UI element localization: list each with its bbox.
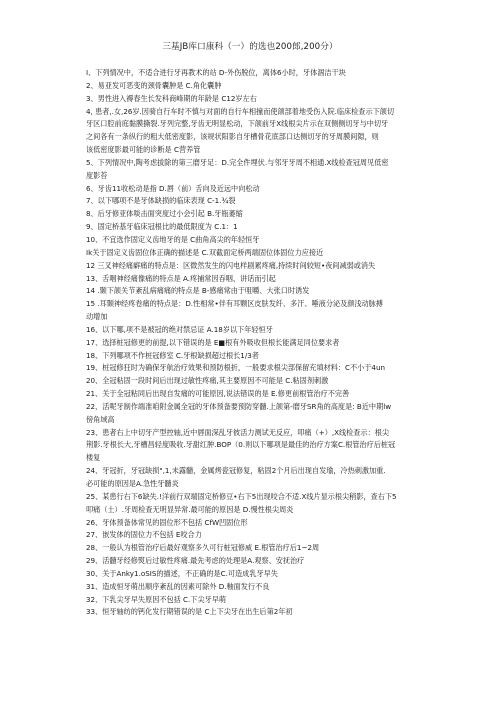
question-line: 牙区口腔前庭黏膜撕裂.牙列完整,牙齿无明显松动，下颌前牙X线根尖片示在双侧侧切牙与中切牙 bbox=[86, 119, 389, 129]
question-line: 22、活呢牙制作端准咱附金属全冠的牙体预备要预防穿髓.上颌第-磨牙SR角的高度是: B近中期lw bbox=[86, 401, 392, 411]
question-line: 21、关于全冠粘同后出现自发痛的可能原因,说法错误的是 E.修更前根管治疗不完善 bbox=[86, 389, 350, 399]
question-line: 13、舌咽神经痛像痛的特点是 A.疼捕常因吞咽、讲话而引起 bbox=[86, 273, 276, 283]
document-title: 三基JB库口康科（一）的选也200郎,200分） bbox=[162, 42, 338, 52]
question-line: 14 .颞下颌关节紊乱病痛痛的特点是 B-感痛常由于咀嚼、大张口时诱发 bbox=[86, 286, 310, 296]
question-line: 18、下列哪项不作桩冠修室 C.牙根缺损超过根长1/3者 bbox=[86, 350, 259, 360]
question-line: 26、牙体预备体常见的固位形不包括 CfW凹固位形 bbox=[86, 517, 248, 527]
question-list bbox=[86, 67, 440, 645]
question-line: 28、一般认为根管治疗后最好观察多久可行桩冠修威 E.根管治疗后1~2周 bbox=[86, 543, 320, 553]
question-line bbox=[86, 619, 440, 632]
question-line: 19、桩冠修狂时为确保牙航治疗效果和预防根折，一般要求根尖部保留充填材料：C不小于4un bbox=[86, 363, 386, 373]
question-line: 24、牙冠折，牙冠缺损",1,未露髓，金属烤瓷冠修复，粘固2个月后出现自发瑜，冷热刺激加重. bbox=[86, 466, 386, 476]
question-line: 16、以下哪,项不是被冠的绝对禁忌证 A.18岁以下年轻恒牙 bbox=[86, 324, 273, 334]
question-line: 31、造成恒牙萌出顺序紊乱的因素可除外 D.釉面发行不良 bbox=[86, 581, 270, 591]
question-line: 5、下列情况中,陶考虑拔除的第三磨牙足：D.完全件埋伏.与邻牙牙周不相通.X线检查冠周见低密 bbox=[86, 157, 389, 167]
question-line: 7、以下哪项不是牙体缺损的临床表现 C-1.¾裂 bbox=[86, 196, 236, 206]
question-line: 动增加 bbox=[86, 312, 108, 322]
question-line: 3、男性进入褥春生长发科商峰期的年龄是 C12岁左右 bbox=[86, 93, 257, 103]
question-line: Ik关于固定义齿固位体正确的描述是 C.双截面定桥两端固位体固位力应接近 bbox=[86, 247, 324, 257]
question-line: 之间各有一条纵行的粗大低密度影，该规状阳影自牙槽骨花底部口达侧切牙的牙周膜间隙，则 bbox=[86, 132, 379, 142]
question-line: 30、关于Anky1.oSIS的描述，不正确的是C.可造成乳牙早失 bbox=[86, 568, 278, 578]
question-line: 10、不宜选作固定义齿地牙的是 C曲角高尖的年轻恒牙 bbox=[86, 234, 260, 244]
question-line: 荆影.牙根长大,牙槽昌轻度吸收.牙甜红肿.BOP（0.则以下哪项是最佳的治疗方案C.根管治疗后桩冠 bbox=[86, 440, 396, 450]
question-line: 该低密度影最可能的诊断是 C营养管 bbox=[86, 145, 201, 155]
question-line: 20、全冠粘固一段时间后出现过敏性疼痛,其主要原因不可能是 C.粘固剂刺激 bbox=[86, 376, 329, 386]
question-line: 8、后牙修亚体啖击面突度过小会引起 B.牙瓶萎缩 bbox=[86, 209, 243, 219]
question-line: 15 .耳颞神经疼卷痛的特点是：D.性相常•伴有耳颗区皮肤发纤、多汗、唾液分泌及颜浅动脉搏 bbox=[86, 299, 383, 309]
question-line: 29、活髓牙经修熨后过敏性疼痛.最先考虑的处理是A.观察、安抚治疗 bbox=[86, 556, 305, 566]
question-line: 9、固定桥基牙临床冠根比的最低限度为 C.1：1 bbox=[86, 222, 238, 232]
question-line: 25、某患行右下6缺失.!洋前行双端固定桥修豆•右下5出现咬合不适.X线片显示根尖稍影，查右下5 bbox=[86, 491, 397, 501]
question-line: 6、牙齿11收松动是指 D.唇（前）舌向及近远中向松动 bbox=[86, 183, 260, 193]
question-line: 度影苔 bbox=[86, 170, 108, 180]
question-line: 必可能的原因是A.急性牙髓炎 bbox=[86, 479, 179, 488]
question-line: 32、下乳尖牙早失原因不包括 C.下尖牙早萌 bbox=[86, 594, 227, 604]
question-line: 27、嵌发体的固位力不包括 E咬合力 bbox=[86, 530, 202, 540]
question-line: 2、易亚发可恶变的颈骨囊肿是 C.角化囊肿 bbox=[86, 80, 222, 90]
question-line: 12 三叉神经痛癖痛的特点是：区微然发生的闪电样剧累疼痛,持续时间较短•夜间减弱或消失 bbox=[86, 260, 376, 270]
question-line bbox=[86, 632, 440, 645]
question-line: 17、选择桩冠修更的前提,以下错误的是 E■根有外吸收但根长能满足同位要求者 bbox=[86, 337, 340, 347]
question-line: 叩痛（土）.牙周检查无明显异常.最可能的原因是 D.慢性根尖周炎 bbox=[86, 504, 294, 514]
question-line: 4, 患者,.女,26岁.因骑自行车时不慎与对面的自行车相撞而使颌部着地受伤入院.临床检查示下颌切 bbox=[86, 106, 395, 116]
question-line: 楼复 bbox=[86, 453, 101, 463]
question-line: 傍角域高 bbox=[86, 414, 115, 424]
question-line: 23、患者右上中切牙产型控轴,近中唇面深乱牙彼活力测试无反应，叩痛（+）,X线检查示：根尖 bbox=[86, 427, 389, 437]
question-line: I、下列情况中，不适合进行牙再教术的站 D-外伤脱位，离体6小时，牙体涸洁干块 bbox=[86, 68, 346, 77]
question-line: 33、恒牙轴纺的钙化发行期错误的是 C上下尖牙在出生后第2年初 bbox=[86, 607, 293, 617]
